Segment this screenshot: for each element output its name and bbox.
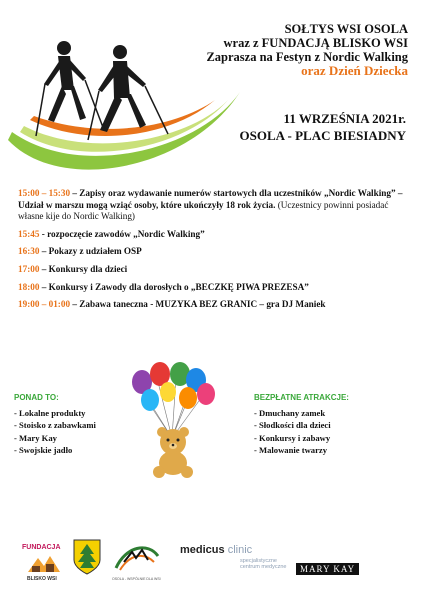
schedule-text: Konkursy i Zawody dla dorosłych o „BECZKĘ PIWA PREZESA” [48,281,309,292]
hands-logo-icon [112,538,162,576]
free-attractions-title: BEZPŁATNE ATRAKCJE: [254,393,349,402]
medicus-clinic-logo [180,544,252,556]
list-item: - Stoisko z zabawkami [14,420,96,430]
gmina-coat-of-arms-icon [72,538,102,576]
header-line-3: Zaprasza na Festyn z Nordic Walking [206,50,408,64]
list-item: - Malowanie twarzy [254,445,328,455]
schedule-item: 15:00 – 15:30 – Zapisy oraz wydawanie numerów startowych dla uczestników „Nordic Walking” – Udział w marszu mogą wziąć osoby, które ukończyły 18 rok życia. (Uczestnicy powinni posiadać własne kije do Nordic Walking) [18,188,403,222]
schedule-time: 17:00 [18,263,40,274]
schedule-time: 15:45 [18,228,40,239]
balloons-teddy-bear-illustration [128,360,218,478]
schedule-text: Pokazy z udziałem OSP [48,246,142,257]
walker-woman-icon [44,41,86,122]
schedule-time: 18:00 [18,281,40,292]
event-schedule [18,188,410,317]
schedule-text: Konkursy dla dzieci [48,263,128,274]
schedule-text: rozpoczęcie zawodów „Nordic Walking” [47,228,205,239]
schedule-time: 19:00 – 01:00 [18,299,71,310]
hands-logo-text: OSOLA - WSPÓLNIE DLA WSI [112,577,161,581]
mary-kay-logo: MARY KAY [296,563,359,575]
schedule-item: 18:00 – Konkursy i Zawody dla dorosłych o „BECZKĘ PIWA PREZESA” [18,281,309,292]
list-item: - Słodkości dla dzieci [254,420,331,430]
list-item: - Mary Kay [14,432,57,443]
list-item: - Swojskie jadło [14,445,73,455]
header-line-4: oraz Dzień Dziecka [301,63,408,78]
header-line-2: wraz z FUNDACJĄ BLISKO WSI [223,36,408,50]
extras-title: PONAD TO: [14,393,59,402]
list-item: - Dmuchany zamek [254,407,326,418]
schedule-item: 15:45 - rozpoczęcie zawodów „Nordic Walking” [18,228,205,239]
balloon-pink-icon [197,383,215,405]
fundacja-subtitle: BLISKO WSI [27,576,57,582]
list-item: - Lokalne produkty [14,407,86,418]
extras-column [14,392,96,457]
balloon-yellow-icon [160,382,176,402]
fundacja-logo-text: FUNDACJA [22,544,61,551]
schedule-text: Zapisy oraz wydawanie numerów startowych dla uczestników „Nordic Walking” – Udział w marszu mogą wziąć osoby, które ukończyły 18 rok życia. [18,188,403,210]
schedule-item: 16:30 – Pokazy z udziałem OSP [18,246,142,257]
list-item: - Konkursy i zabawy [254,432,331,443]
free-attractions-column [254,392,349,457]
clinic-word: clinic [227,544,253,556]
balloon-cyan-icon [141,389,159,411]
header-line-1: SOŁTYS WSI OSOLA [284,22,408,36]
fundacja-logo-icon [24,552,64,576]
schedule-text: Zabawa taneczna - MUZYKA BEZ GRANIC – gra DJ Maniek [79,299,326,310]
schedule-item: 17:00 – Konkursy dla dzieci [18,263,128,274]
medicus-word: medicus [180,544,225,556]
schedule-item: 19:00 – 01:00 – Zabawa taneczna - MUZYKA BEZ GRANIC – gra DJ Maniek [18,299,326,310]
event-date-place [239,110,406,144]
invitation-header [138,22,408,78]
teddy-bear-icon [153,427,193,478]
balloon-orange-icon [179,387,197,409]
schedule-note: (Uczestnicy powinni posiadać własne kije do Nordic Walking) [18,199,389,222]
medicus-subtitle: specjalistyczne centrum medyczne [240,558,287,570]
schedule-time: 16:30 [18,246,40,257]
event-date: 11 WRZEŚNIA 2021r. [283,111,406,126]
event-place: OSOLA - PLAC BIESIADNY [239,128,406,143]
schedule-time: 15:00 – 15:30 [18,188,71,198]
